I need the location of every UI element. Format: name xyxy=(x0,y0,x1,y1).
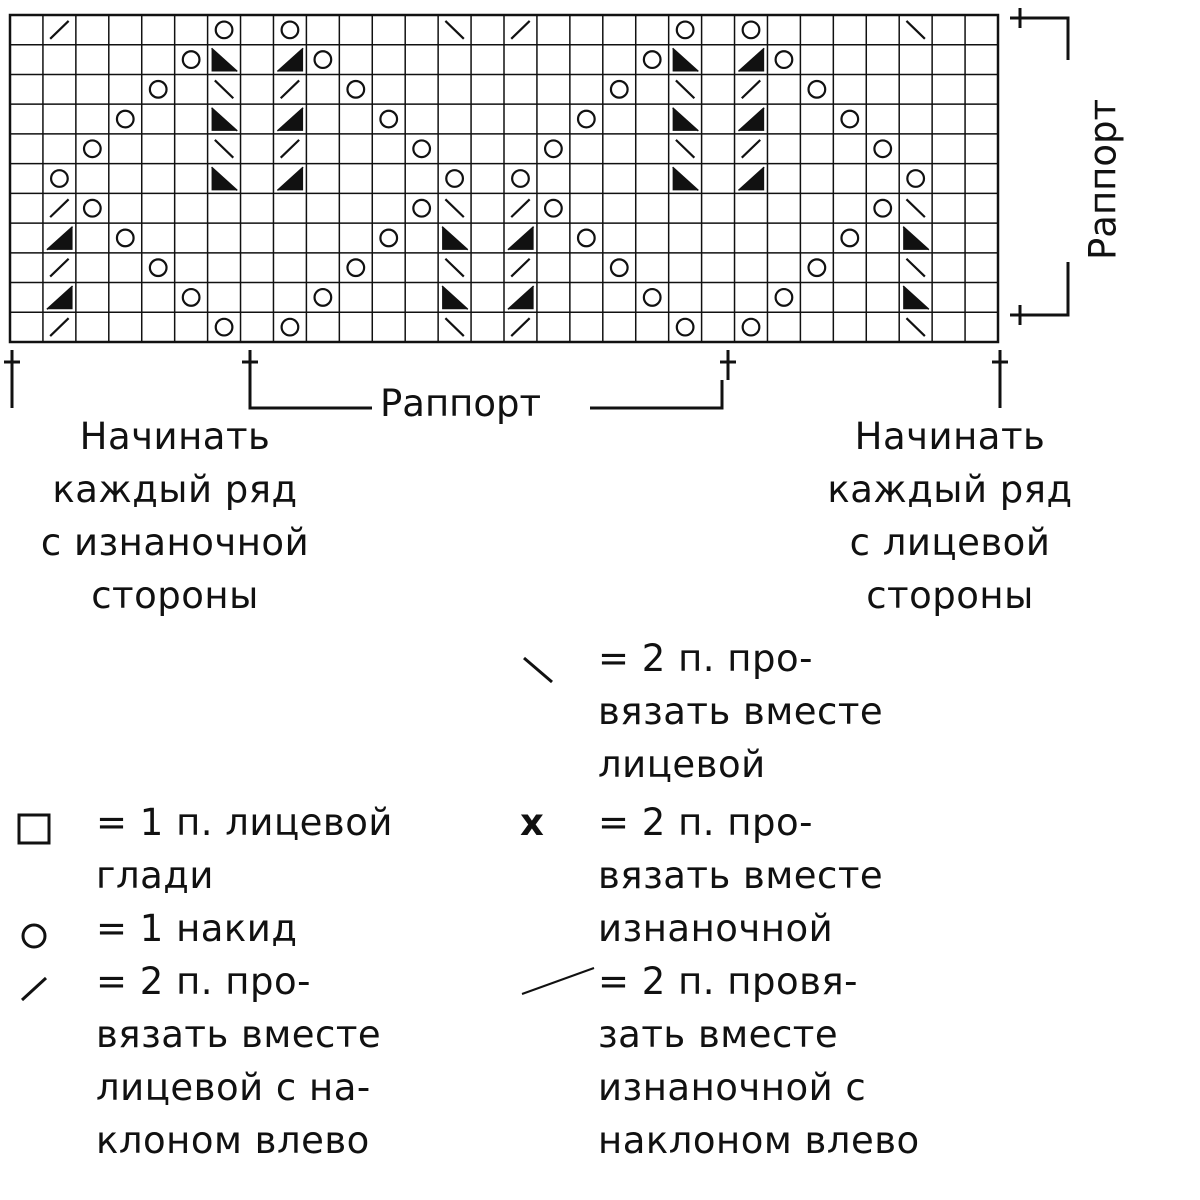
right-note xyxy=(795,410,1105,622)
right-note-line: Начинать xyxy=(854,415,1046,458)
k2tog-left-symbol xyxy=(281,140,299,158)
rapport-vertical-bracket-bottom xyxy=(1010,262,1068,325)
k2tog-symbol xyxy=(445,259,463,277)
yarn-over-symbol xyxy=(380,111,397,128)
legend-k2tog-text xyxy=(598,632,883,791)
legend-line: = 2 п. про- xyxy=(598,801,813,844)
legend-line: зать вместе xyxy=(598,1013,839,1056)
yarn-over-symbol xyxy=(51,170,68,187)
legend-line: вязать вместе xyxy=(96,1013,382,1056)
rapport-vertical-label: Раппорт xyxy=(1081,98,1125,261)
k2tog-left-symbol xyxy=(50,259,68,277)
yarn-over-symbol xyxy=(545,200,562,217)
legend-line: глади xyxy=(96,854,214,897)
yarn-over-symbol xyxy=(743,22,760,39)
k2tog-symbol xyxy=(445,318,463,336)
legend-knit-icon xyxy=(16,808,56,848)
k2tog-left-symbol xyxy=(742,80,760,98)
k2tog-symbol xyxy=(215,140,233,158)
yarn-over-symbol xyxy=(578,230,595,247)
yarn-over-symbol xyxy=(315,51,332,68)
cross-rap-right xyxy=(720,350,736,380)
yarn-over-symbol xyxy=(841,230,858,247)
k2tog-symbol xyxy=(906,318,924,336)
yarn-over-symbol xyxy=(841,111,858,128)
yarn-over-symbol xyxy=(809,81,826,98)
legend-k2tog-left-icon xyxy=(14,968,54,1008)
legend-knit-text xyxy=(96,796,393,902)
yarn-over-symbol xyxy=(677,22,694,39)
k2tog-symbol xyxy=(215,80,233,98)
legend-line: вязать вместе xyxy=(598,690,884,733)
left-note-line: с изнаночной xyxy=(40,521,310,564)
yarn-over-symbol xyxy=(347,259,364,276)
yarn-over-symbol xyxy=(150,259,167,276)
k2tog-symbol xyxy=(445,199,463,217)
yarn-over-symbol xyxy=(874,140,891,157)
rapport-vertical-bracket xyxy=(1010,8,1068,60)
left-note xyxy=(0,410,350,622)
yarn-over-symbol xyxy=(216,22,233,39)
k2tog-symbol xyxy=(906,199,924,217)
legend-k2tog-icon xyxy=(518,650,558,690)
yarn-over-symbol xyxy=(183,51,200,68)
k2tog-symbol xyxy=(676,80,694,98)
legend-line: лицевой с на- xyxy=(96,1066,371,1109)
yarn-over-symbol xyxy=(413,200,430,217)
yarn-over-symbol xyxy=(578,111,595,128)
legend-line: = 1 накид xyxy=(96,907,298,950)
chart-symbols xyxy=(47,21,929,336)
k2tog-left-symbol xyxy=(281,80,299,98)
cross-left xyxy=(4,350,20,408)
yarn-over-symbol xyxy=(315,289,332,306)
legend-p2tog-left-icon xyxy=(518,962,598,1002)
right-note-line: каждый ряд xyxy=(827,468,1073,511)
yarn-over-symbol xyxy=(776,51,793,68)
yarn-over-symbol xyxy=(183,289,200,306)
legend-line: лицевой xyxy=(598,743,766,786)
k2tog-left-symbol xyxy=(511,318,529,336)
rapport-markers xyxy=(4,8,1068,408)
k2tog-left-symbol xyxy=(50,318,68,336)
legend-line: наклоном влево xyxy=(598,1119,920,1162)
legend-yarn-over-text xyxy=(96,902,297,955)
yarn-over-symbol xyxy=(380,230,397,247)
yarn-over-symbol xyxy=(611,259,628,276)
legend-line: = 2 п. про- xyxy=(96,960,311,1003)
right-note-line: стороны xyxy=(866,574,1034,617)
k2tog-left-symbol xyxy=(50,199,68,217)
k2tog-left-symbol xyxy=(742,140,760,158)
k2tog-left-symbol xyxy=(511,21,529,39)
k2tog-symbol xyxy=(676,140,694,158)
yarn-over-symbol xyxy=(150,81,167,98)
legend-k2tog-left-text xyxy=(96,955,381,1167)
k2tog-left-symbol xyxy=(50,21,68,39)
legend-line: = 2 п. про- xyxy=(598,637,813,680)
yarn-over-symbol xyxy=(809,259,826,276)
legend-line: изнаночной с xyxy=(598,1066,867,1109)
legend-p2tog-left-text xyxy=(598,955,920,1167)
left-note-line: каждый ряд xyxy=(52,468,298,511)
legend-line: = 2 п. провя- xyxy=(598,960,859,1003)
k2tog-left-symbol xyxy=(511,259,529,277)
yarn-over-symbol xyxy=(677,319,694,336)
yarn-over-symbol xyxy=(512,170,529,187)
yarn-over-symbol xyxy=(545,140,562,157)
k2tog-symbol xyxy=(445,21,463,39)
legend-line: клоном влево xyxy=(96,1119,370,1162)
right-note-line: с лицевой xyxy=(849,521,1051,564)
yarn-over-symbol xyxy=(446,170,463,187)
yarn-over-symbol xyxy=(743,319,760,336)
yarn-over-symbol xyxy=(874,200,891,217)
cross-rap-left xyxy=(242,350,258,380)
yarn-over-symbol xyxy=(117,111,134,128)
legend-yarn-over-icon xyxy=(16,914,56,954)
k2tog-symbol xyxy=(906,21,924,39)
left-note-line: Начинать xyxy=(79,415,271,458)
k2tog-symbol xyxy=(906,259,924,277)
yarn-over-symbol xyxy=(282,319,299,336)
yarn-over-symbol xyxy=(216,319,233,336)
yarn-over-symbol xyxy=(413,140,430,157)
chart-grid xyxy=(10,15,998,342)
cross-right xyxy=(992,350,1008,408)
yarn-over-symbol xyxy=(644,51,661,68)
knitting-chart xyxy=(0,0,1200,420)
yarn-over-symbol xyxy=(611,81,628,98)
yarn-over-symbol xyxy=(907,170,924,187)
yarn-over-symbol xyxy=(644,289,661,306)
left-note-line: стороны xyxy=(91,574,259,617)
legend-line: = 1 п. лицевой xyxy=(96,801,393,844)
legend-line: изнаночной xyxy=(598,907,834,950)
legend-p2tog-text xyxy=(598,796,883,955)
legend-line: вязать вместе xyxy=(598,854,884,897)
legend-x-icon: x xyxy=(520,801,545,844)
yarn-over-symbol xyxy=(282,22,299,39)
rapport-horizontal-label: Раппорт xyxy=(380,382,542,425)
k2tog-left-symbol xyxy=(511,199,529,217)
yarn-over-symbol xyxy=(84,200,101,217)
yarn-over-symbol xyxy=(117,230,134,247)
yarn-over-symbol xyxy=(347,81,364,98)
yarn-over-symbol xyxy=(84,140,101,157)
yarn-over-symbol xyxy=(776,289,793,306)
